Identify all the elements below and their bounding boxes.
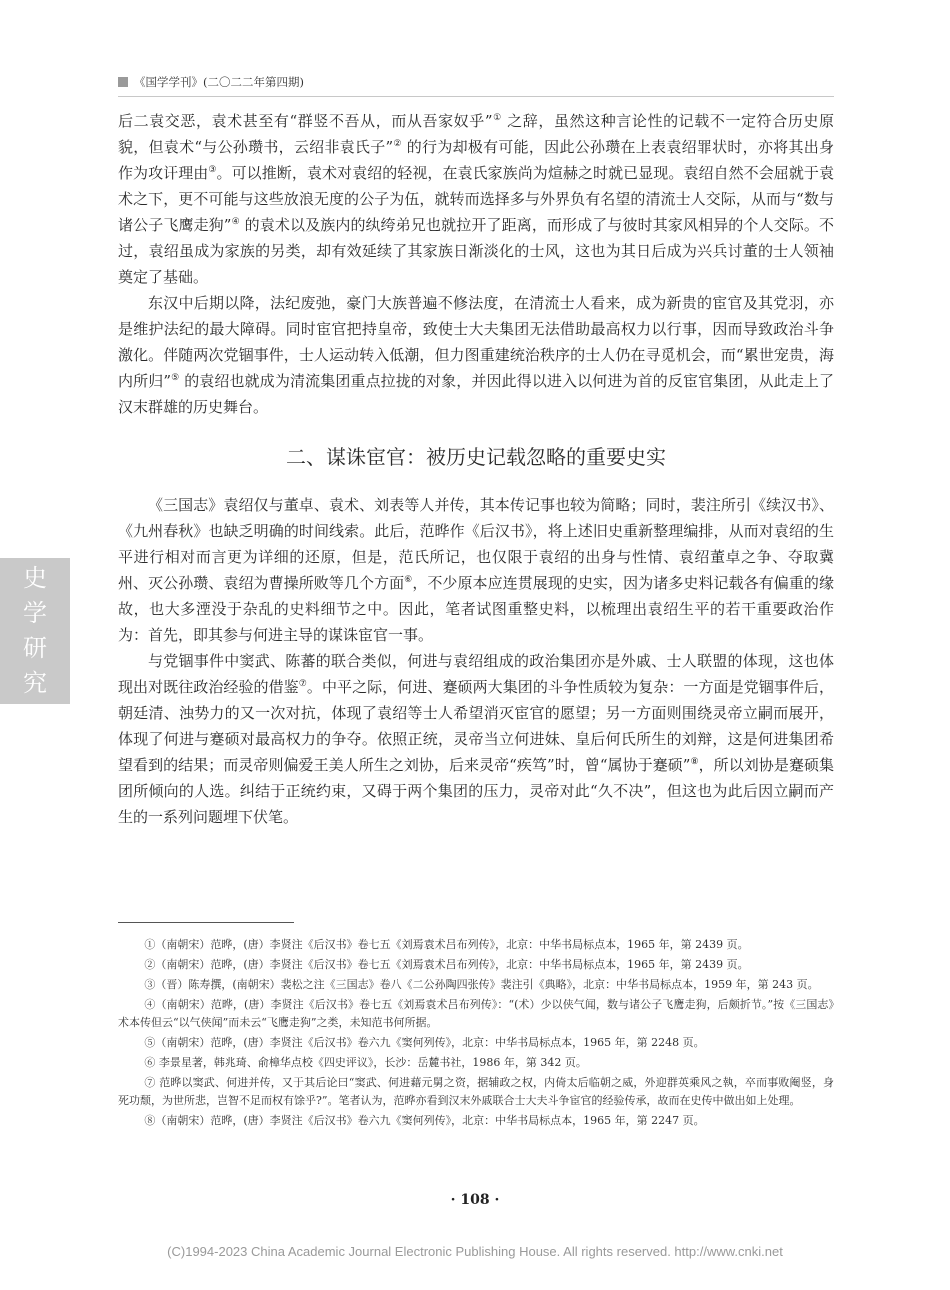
text-run: 之辞，虽然这种言论性的记载不一定符合历史原貌，但袁术“与公孙瓒书，云绍非袁氏子”	[118, 112, 835, 156]
journal-title: 《国学学刊》(二〇二二年第四期)	[134, 75, 304, 89]
header-square-icon	[118, 77, 128, 87]
footnote-4: ④（南朝宋）范晔，(唐）李贤注《后汉书》卷七五《刘焉袁术吕布列传》：“(术）少以侠气闻，数与诸公子飞鹰走狗，后颇折节。”按《三国志》术本传但云“以气侠闻”而未云“飞鹰走狗”之类，未知范书何所据。	[118, 998, 834, 1029]
footnote-1: ①（南朝宋）范晔，(唐）李贤注《后汉书》卷七五《刘焉袁术吕布列传》，北京：中华书局标点本，1965 年，第 2439 页。	[144, 938, 749, 951]
footnote-8: ⑧（南朝宋）范晔，(唐）李贤注《后汉书》卷六九《窦何列传》，北京：中华书局标点本，1965 年，第 2247 页。	[144, 1114, 705, 1127]
footnotes	[118, 936, 834, 1132]
text-run: 《三国志》袁绍仅与董卓、袁术、刘表等人并传，其本传记事也较为简略；同时，裴注所引《续汉书》、《九州春秋》也缺乏明确的时间线索。此后，范晔作《后汉书》，将上述旧史重新整理编排，从而对袁绍的生平进行相对而言更为详细的还原，但是，范氏所记，也仅限于袁绍的出身与性情、袁绍董卓之争、夺取冀州、灭公孙瓒、袁绍为曹操所败等几个方面	[118, 496, 834, 592]
text-run: 的袁绍也就成为清流集团重点拉拢的对象，并因此得以进入以何进为首的反宦官集团，从此走上了汉末群雄的历史舞台。	[118, 372, 834, 416]
footnote-ref-8[interactable]: ⑧	[690, 757, 699, 767]
paragraph-2	[118, 290, 834, 420]
footnote-5: ⑤（南朝宋）范晔，(唐）李贤注《后汉书》卷六九《窦何列传》，北京：中华书局标点本，1965 年，第 2248 页。	[144, 1036, 705, 1049]
text-run: 的袁术以及族内的纨绔弟兄也就拉开了距离，而形成了与彼时其家风相异的个人交际。不过，袁绍虽成为家族的另类，却有效延续了其家族日渐淡化的士风，这也为其日后成为兴兵讨董的士人领袖奠定了基础。	[118, 216, 834, 286]
section-heading: 二、谋诛宦官：被历史记载忽略的重要史实	[286, 445, 666, 469]
footnote-ref-3[interactable]: ③	[208, 165, 217, 175]
section-label	[0, 558, 70, 704]
section-char: 史	[23, 564, 47, 592]
footnote-7: ⑦ 范晔以窦武、何进并传，又于其后论曰“窦武、何进藉元舅之资，据辅政之权，内倚太后临朝之威，外迎群英乘风之執，卒而事败阉竖，身死功颓，为世所悲，岂智不足而权有馀乎?”。笔者认为，范晔亦看到汉末外戚联合士大夫斗争宦官的经验传承，故而在史传中做出如上处理。	[118, 1076, 834, 1107]
footnote-ref-7[interactable]: ⑦	[298, 679, 307, 689]
text-run: 东汉中后期以降，法纪废弛，豪门大族普遍不修法度，在清流士人看来，成为新贵的宦官及其党羽，亦是维护法纪的最大障碍。同时宦官把持皇帝，致使士大夫集团无法借助最高权力以行事，因而导致政治斗争激化。伴随两次党锢事件，士人运动转入低潮，但力图重建统治秩序的士人仍在寻觅机会，而“累世宠贵，海内所归”	[118, 294, 834, 390]
text-run: 。中平之际，何进、蹇硕两大集团的斗争性质较为复杂：一方面是党锢事件后，朝廷清、浊势力的又一次对抗，体现了袁绍等士人希望消灭宦官的愿望；另一方面则围绕灵帝立嗣而展开，体现了何进与蹇硕对最高权力的争夺。依照正统，灵帝当立何进妹、皇后何氏所生的刘辩，这是何进集团希望看到的结果；而灵帝则偏爱王美人所生之刘协，后来灵帝“疾笃”时，曾“属协于蹇硕”	[118, 678, 834, 774]
text-run: 与党锢事件中窦武、陈蕃的联合类似，何进与袁绍组成的政治集团亦是外戚、士人联盟的体现，这也体现出对既往政治经验的借鉴	[118, 652, 834, 696]
text-run: 的行为却极有可能，因此公孙瓒在上表袁绍罪状时，亦将其出身作为攻讦理由	[118, 138, 834, 182]
text-run: ，不少原本应连贯展现的史实，因为诸多史料记载各有偏重的缘故，也大多湮没于杂乱的史料细节之中。因此，笔者试图重整史料，以梳理出袁绍生平的若干重要政治作为：首先，即其参与何进主导的谋诛宦官一事。	[118, 574, 834, 644]
running-header	[118, 74, 304, 90]
text-run: ，所以刘协是蹇硕集团所倾向的人选。纠结于正统约束，又碍于两个集团的压力，灵帝对此“久不决”，但这也为此后因立嗣而产生的一系列问题埋下伏笔。	[118, 756, 834, 826]
footnote-2: ②（南朝宋）范晔，(唐）李贤注《后汉书》卷七五《刘焉袁术吕布列传》，北京：中华书局标点本，1965 年，第 2439 页。	[144, 958, 749, 971]
footnote-ref-1[interactable]: ①	[492, 113, 502, 123]
page-number: · 108 ·	[450, 1192, 500, 1208]
footnote-ref-4[interactable]: ④	[231, 217, 240, 227]
footnote-ref-6[interactable]: ⑥	[404, 575, 413, 585]
footnote-ref-2[interactable]: ②	[393, 139, 402, 149]
paragraph-4	[118, 648, 834, 830]
section-char: 学	[23, 599, 47, 627]
header-divider	[118, 96, 834, 97]
footnote-divider	[118, 922, 294, 923]
copyright-notice: (C)1994-2023 China Academic Journal Electronic Publishing House. All rights reserved. http://www.cnki.net	[167, 1244, 783, 1259]
section-char: 研	[23, 634, 47, 662]
paragraph-1	[118, 108, 834, 290]
article-body	[118, 108, 834, 830]
footnote-3: ③（晋）陈寿撰，(南朝宋）裴松之注《三国志》卷八《二公孙陶四张传》裴注引《典略》，北京：中华书局标点本，1959 年，第 243 页。	[144, 978, 819, 991]
footnote-6: ⑥ 李景星著，韩兆琦、俞樟华点校《四史评议》，长沙：岳麓书社，1986 年，第 342 页。	[144, 1056, 587, 1069]
footnote-ref-5[interactable]: ⑤	[171, 373, 180, 383]
section-char: 究	[23, 669, 47, 697]
text-run: 。可以推断，袁术对袁绍的轻视，在袁氏家族尚为煊赫之时就已显现。袁绍自然不会屈就于袁术之下，更不可能与这些放浪无度的公子为伍，就转而选择多与外界负有名望的清流士人交际，从而与“数与诸公子飞鹰走狗”	[118, 164, 834, 234]
text-run: 后二袁交恶，袁术甚至有“群竖不吾从，而从吾家奴乎”	[118, 112, 493, 130]
paragraph-3	[118, 492, 834, 648]
